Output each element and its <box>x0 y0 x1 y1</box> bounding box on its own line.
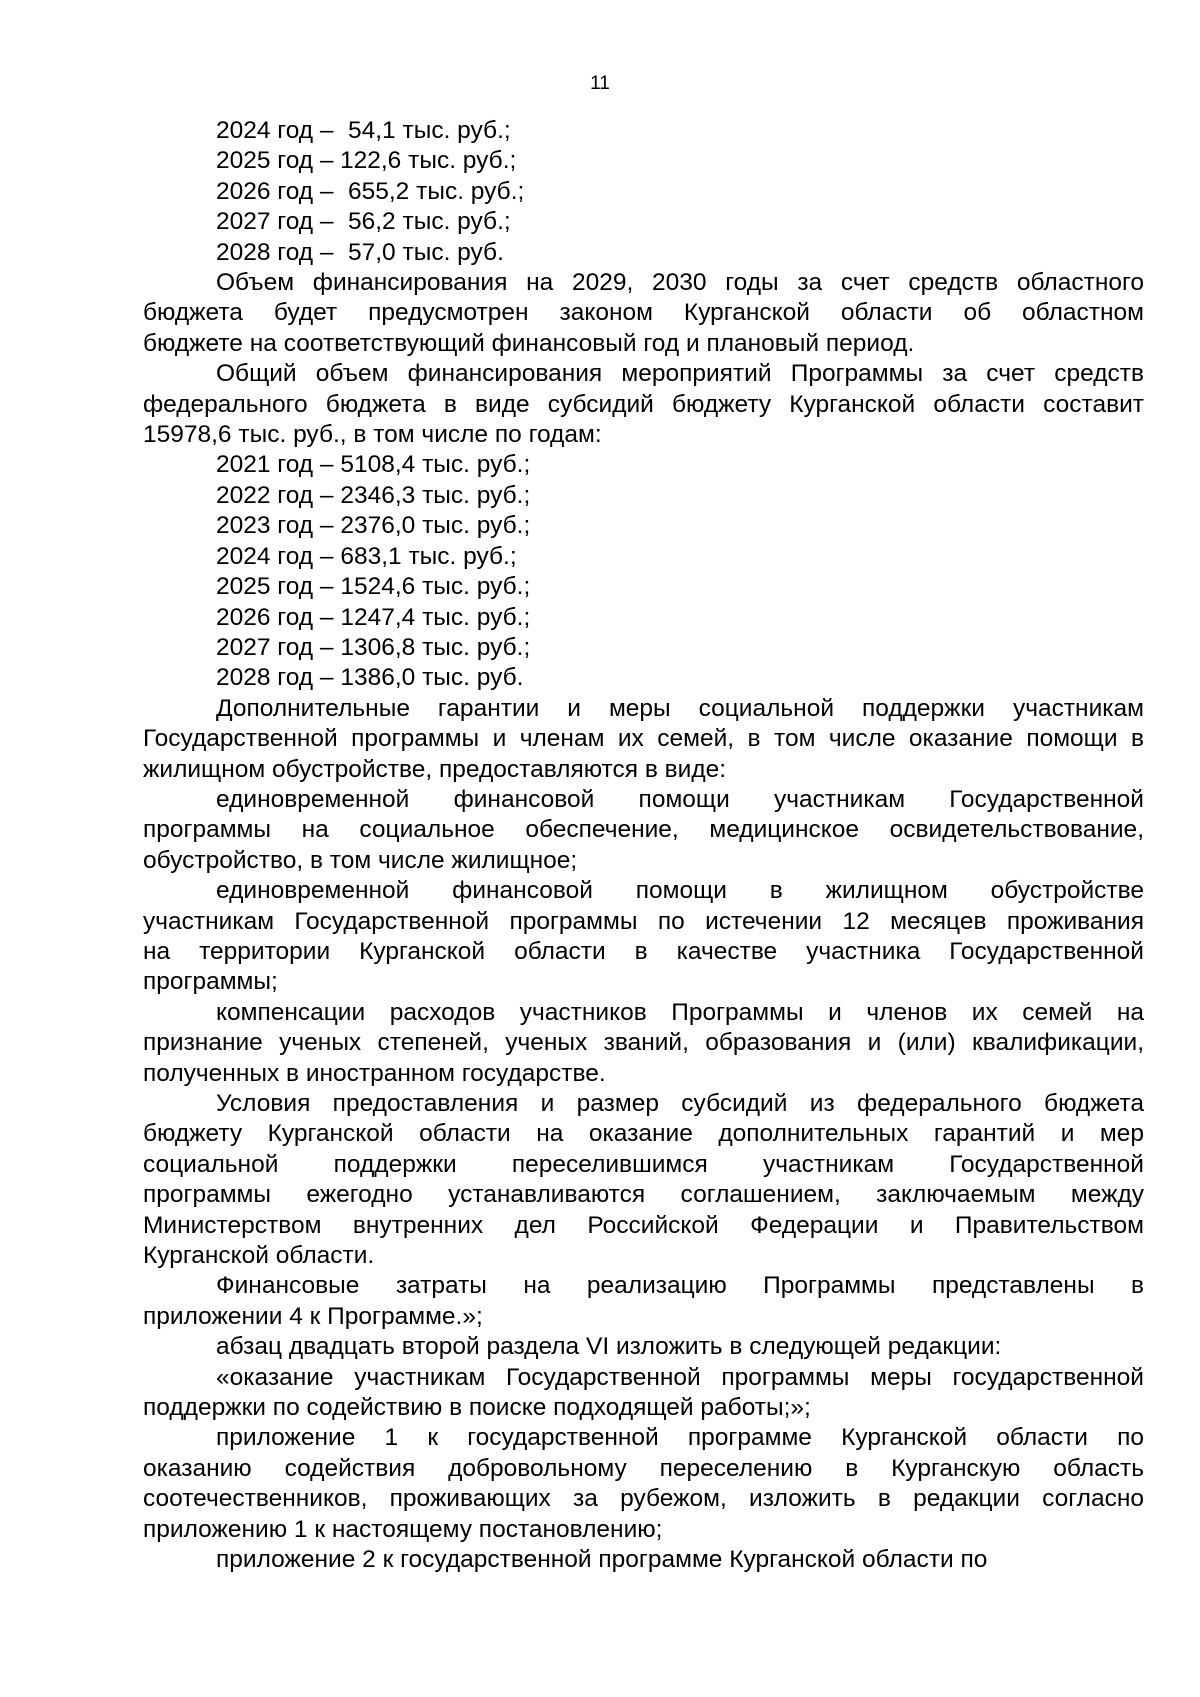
paragraph-line: программы ежегодно устанавливаются соглашением, заключаемым между <box>143 1181 1144 1209</box>
year-line: 2026 год – 655,2 тыс. руб.; <box>216 177 525 205</box>
paragraph-appendix-1 <box>143 1423 1144 1545</box>
paragraph-line: приложение 2 к государственной программе Курганской области по <box>216 1546 988 1574</box>
year-line: 2028 год – 1386,0 тыс. руб. <box>216 664 524 692</box>
year-line: 2021 год – 5108,4 тыс. руб.; <box>216 451 531 479</box>
paragraph-line: единовременной финансовой помощи в жилищном обустройстве <box>216 877 1144 905</box>
paragraph-line: Общий объем финансирования мероприятий Программы за счет средств <box>216 360 1144 388</box>
paragraph-line: приложении 4 к Программе.»; <box>143 1302 483 1330</box>
paragraph-line: на территории Курганской области в качестве участника Государственной <box>143 937 1144 965</box>
paragraph-line: Финансовые затраты на реализацию Программы представлены в <box>216 1272 1144 1300</box>
paragraph-line: бюджету Курганской области на оказание дополнительных гарантий и мер <box>143 1120 1144 1148</box>
year-line: 2025 год – 122,6 тыс. руб.; <box>216 147 517 175</box>
paragraph-financial-costs <box>143 1271 1144 1332</box>
paragraph-federal-total <box>143 359 1144 450</box>
paragraph-quote-job-search <box>143 1363 1144 1424</box>
year-line: 2025 год – 1524,6 тыс. руб.; <box>216 573 531 601</box>
year-line: 2027 год – 1306,8 тыс. руб.; <box>216 633 531 661</box>
document-body <box>143 116 1144 1576</box>
year-line: 2026 год – 1247,4 тыс. руб.; <box>216 603 531 631</box>
paragraph-appendix-2 <box>143 1545 1144 1575</box>
paragraph-line: Объем финансирования на 2029, 2030 годы за счет средств областного <box>216 269 1144 297</box>
paragraph-line: соотечественников, проживающих за рубежом, изложить в редакции согласно <box>143 1485 1144 1513</box>
year-line: 2024 год – 683,1 тыс. руб.; <box>216 542 517 570</box>
paragraph-line: Условия предоставления и размер субсидий из федерального бюджета <box>216 1090 1144 1117</box>
paragraph-line: программы; <box>143 968 278 996</box>
paragraph-line: бюджете на соответствующий финансовый год и плановый период. <box>143 329 915 357</box>
paragraph-line: жилищном обустройстве, предоставляются в виде: <box>143 755 727 783</box>
paragraph-line: компенсации расходов участников Программы и членов их семей на <box>216 998 1144 1026</box>
year-line: 2022 год – 2346,3 тыс. руб.; <box>216 481 531 509</box>
paragraph-line: поддержки по содействию в поиске подходящей работы;»; <box>143 1394 811 1422</box>
paragraph-line: социальной поддержки переселившимся участникам Государственной <box>143 1150 1144 1178</box>
federal-budget-years <box>143 450 1144 693</box>
paragraph-line: 15978,6 тыс. руб., в том числе по годам: <box>143 421 602 449</box>
paragraph-line: Государственной программы и членам их семей, в том числе оказание помощи в <box>143 725 1144 753</box>
paragraph-line: приложению 1 к настоящему постановлению; <box>143 1515 663 1543</box>
year-line: 2024 год – 54,1 тыс. руб.; <box>216 117 511 144</box>
year-line: 2023 год – 2376,0 тыс. руб.; <box>216 512 531 540</box>
paragraph-additional-guarantees <box>143 694 1144 785</box>
paragraph-housing-aid <box>143 876 1144 998</box>
paragraph-line: абзац двадцать второй раздела VI изложить в следующей редакции: <box>216 1333 1002 1361</box>
paragraph-subsidy-conditions <box>143 1089 1144 1271</box>
page-number: 11 <box>590 73 610 94</box>
paragraph-line: бюджета будет предусмотрен законом Курганской области об областном <box>143 299 1144 327</box>
paragraph-line: Министерством внутренних дел Российской Федерации и Правительством <box>143 1211 1144 1239</box>
regional-budget-years <box>143 116 1144 268</box>
paragraph-one-time-aid <box>143 785 1144 876</box>
paragraph-line: полученных в иностранном государстве. <box>143 1059 606 1087</box>
paragraph-financing-2029-2030 <box>143 268 1144 359</box>
paragraph-line: программы на социальное обеспечение, медицинское освидетельствование, <box>143 816 1144 844</box>
paragraph-line: оказанию содействия добровольному переселению в Курганскую область <box>143 1454 1144 1482</box>
paragraph-line: приложение 1 к государственной программе Курганской области по <box>216 1424 1144 1452</box>
paragraph-line: Курганской области. <box>143 1242 375 1270</box>
year-line: 2027 год – 56,2 тыс. руб.; <box>216 208 511 236</box>
paragraph-line: федерального бюджета в виде субсидий бюджету Курганской области составит <box>143 390 1144 418</box>
paragraph-section-vi <box>143 1332 1144 1362</box>
paragraph-line: признание ученых степеней, ученых званий, образования и (или) квалификации, <box>143 1029 1144 1057</box>
paragraph-line: единовременной финансовой помощи участникам Государственной <box>216 785 1144 813</box>
paragraph-line: участникам Государственной программы по истечении 12 месяцев проживания <box>143 907 1144 935</box>
paragraph-line: обустройство, в том числе жилищное; <box>143 846 578 874</box>
paragraph-compensation <box>143 998 1144 1089</box>
paragraph-line: «оказание участникам Государственной программы меры государственной <box>216 1363 1144 1391</box>
year-line: 2028 год – 57,0 тыс. руб. <box>216 238 504 266</box>
paragraph-line: Дополнительные гарантии и меры социальной поддержки участникам <box>216 694 1144 722</box>
